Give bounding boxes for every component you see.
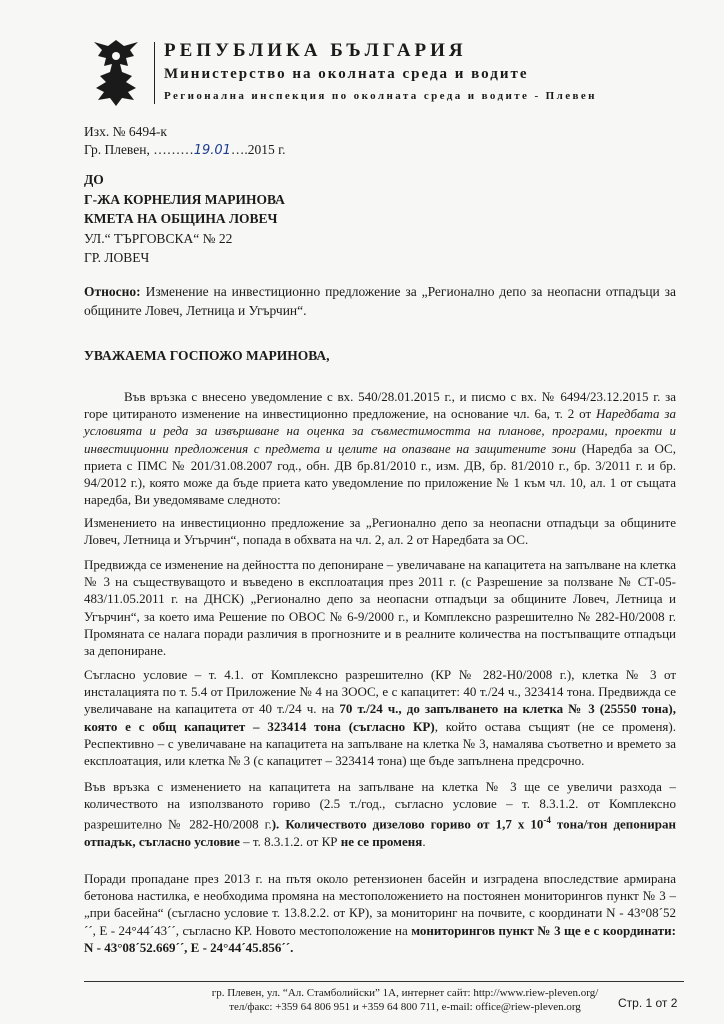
letterhead-divider <box>154 42 155 104</box>
paragraph-6 <box>84 870 676 956</box>
footer-divider <box>84 981 684 982</box>
p4-text-a: Съгласно условие – т. 4.1. от Комплексно разрешително (КР № 282-Н0/2008 г.), клетка № 3 от инсталацията по т. 5.4 от Приложение № 4 на ЗООС, е с капацитет: 40 т./24 ч., 323414 тона. Предвижда се увеличаване на капацитета от 40 т./24 ч. на <box>84 667 676 717</box>
page-number: Стр. 1 от 2 <box>618 996 678 1010</box>
salutation: УВАЖАЕМА ГОСПОЖО МАРИНОВА, <box>84 348 330 363</box>
p1-text-a: Във връзка с внесено уведомление с вх. 540/28.01.2015 г., и писмо с вх. № 6494/23.12.2015 г. за горе цитираното изменение на инвестиционно предложение, на основание чл. 6а, т. 2 от <box>84 389 676 422</box>
addressee-city: ГР. ЛОВЕЧ <box>84 250 150 265</box>
paragraph-5 <box>84 778 676 850</box>
p4-bold: 70 т./24 ч., до запълването на клетка № 3 (25550 тона), която е с общ капацитет – 323414 тона (съгласно КР) <box>84 701 676 734</box>
p4-text-b: , който остава същият (не се променя). Респективно – с увеличаване на капацитета на запълване на клетка № 3, намалява съответно и времето за експлоатация, или клетка № 3 (с капацитет – 323414 тона) ще бъде запълнена предсрочно. <box>84 718 676 769</box>
subject-label: Относно: <box>84 284 141 299</box>
addressee-to: ДО <box>84 172 104 187</box>
footer-contacts: тел/факс: +359 64 806 951 и +359 64 800 711, e-mail: office@riew-pleven.org <box>229 1001 581 1013</box>
p5-bold-3: не се променя <box>340 833 423 849</box>
addressee-title: КМЕТА НА ОБЩИНА ЛОВЕЧ <box>84 211 278 226</box>
p5-bold-2: тона/тон депониран отпадък, съгласно условие <box>84 816 676 849</box>
p5-text-a: Във връзка с изменението на капацитета на запълване на клетка № 3 ще се увеличи разхода – количеството на използваното гориво (2.5 т./год., съгласно условие – т. 8.3.1.2. от Комплексно разрешително № 282-Н0/2008 г. <box>84 779 676 832</box>
footer <box>180 986 630 1014</box>
footer-address: гр. Плевен, ул. “Ал. Стамболийски” 1А, интернет сайт: http://www.riew-pleven.org/ <box>211 987 599 999</box>
p1-ordinance-title: Наредбата за условията и реда за извършване на оценка за съвместимостта на планове, програми, проекти и инвестиционни предложения с предмета и целите на опазване на защитените зони <box>84 406 676 456</box>
addressee-name: Г-ЖА КОРНЕЛИЯ МАРИНОВА <box>84 191 285 207</box>
letterhead-country: РЕПУБЛИКА БЪЛГАРИЯ <box>164 40 467 61</box>
reference-year: .2015 г. <box>244 142 286 157</box>
reference-number: Изх. № 6494-к <box>84 124 167 139</box>
p1-text-b: (Наредба за ОС, приета с ПМС № 201/31.08.2007 год., обн. ДВ бр.81/2010 г., изм. ДВ, бр. 81/2010 г., бр. 3/2011 г. и бр. 94/2012 г.), която може да бъде приета като уведомление по приложение № 1 към чл. 10, ал. 1 от същата наредба, Ви уведомяваме следното: <box>84 440 676 508</box>
p6-bold: мониторингов пункт № 3 ще е с координати: N - 43°08´52.669´´, E - 24°44´45.856´´. <box>84 922 676 955</box>
paragraph-2: Изменението на инвестиционно предложение за „Регионално депо за неопасни отпадъци за общините Ловеч, Летница и Угърчин“, попада в обхвата на чл. 2, ал. 2 от Наредбата за ОС. <box>84 515 676 548</box>
p6-text-a: Поради пропадане през 2013 г. на пътя около ретензионен басейн и изградена впоследствие армирана бетонова настилка, е необходима промяна на местоположението на постоянен мониторингов пункт № 3 – „при басейна“ (съгласно условие т. 13.8.2.2. от КР), за мониторинг на почвите, с координати N - 43°08´52´´, E - 24°44´43´´, съгласно КР. Новото местоположение на <box>84 871 676 938</box>
addressee-street: УЛ.“ ТЪРГОВСКА“ № 22 <box>84 230 233 246</box>
p5-bold-1: ). Количеството дизелово гориво от 1,7 х 10 <box>271 816 544 832</box>
date-dots-left: ……… <box>153 142 194 157</box>
paragraph-4 <box>84 666 676 769</box>
p5-text-c: . <box>422 833 426 849</box>
letterhead <box>84 36 684 110</box>
reference-date <box>84 142 286 158</box>
p5-text-b: – т. 8.3.1.2. от КР <box>239 833 341 849</box>
letterhead-inspection: Регионална инспекция по околната среда и водите - Плевен <box>164 90 597 102</box>
lion-crest-icon <box>84 36 148 108</box>
reference-city: Гр. Плевен, <box>84 142 154 157</box>
subject-text: Изменение на инвестиционно предложение за „Регионално депо за неопасни отпадъци за общините Ловеч, Летница и Угърчин“. <box>84 284 676 318</box>
p5-exponent: -4 <box>543 815 551 826</box>
paragraph-3: Предвижда се изменение на дейността по депониране – увеличаване на капацитета на запълване на клетка № 3 на съществуващото и въведено в експлоатация през 2011 г. (с Разрешение за ползване № СТ-05-483/11.05.2011 г. на ДНСК) „Регионално депо за неопасни отпадъци за общините Ловеч, Летница и Угърчин“, за което има Решение по ОВОС № 6-9/2000 г., и Комплексно разрешително № 282-Н0/2008 г. Промяната се налага поради различия в прогнозните и в реалните количества на постъпващите отпадъци за депониране. <box>84 557 676 659</box>
letterhead-ministry: Министерство на околната среда и водите <box>164 66 529 82</box>
paragraph-1 <box>84 388 676 508</box>
date-dots-right: … <box>230 142 245 157</box>
handwritten-date: 19.01 <box>193 143 231 158</box>
subject <box>84 282 676 320</box>
addressee-block <box>84 170 285 268</box>
